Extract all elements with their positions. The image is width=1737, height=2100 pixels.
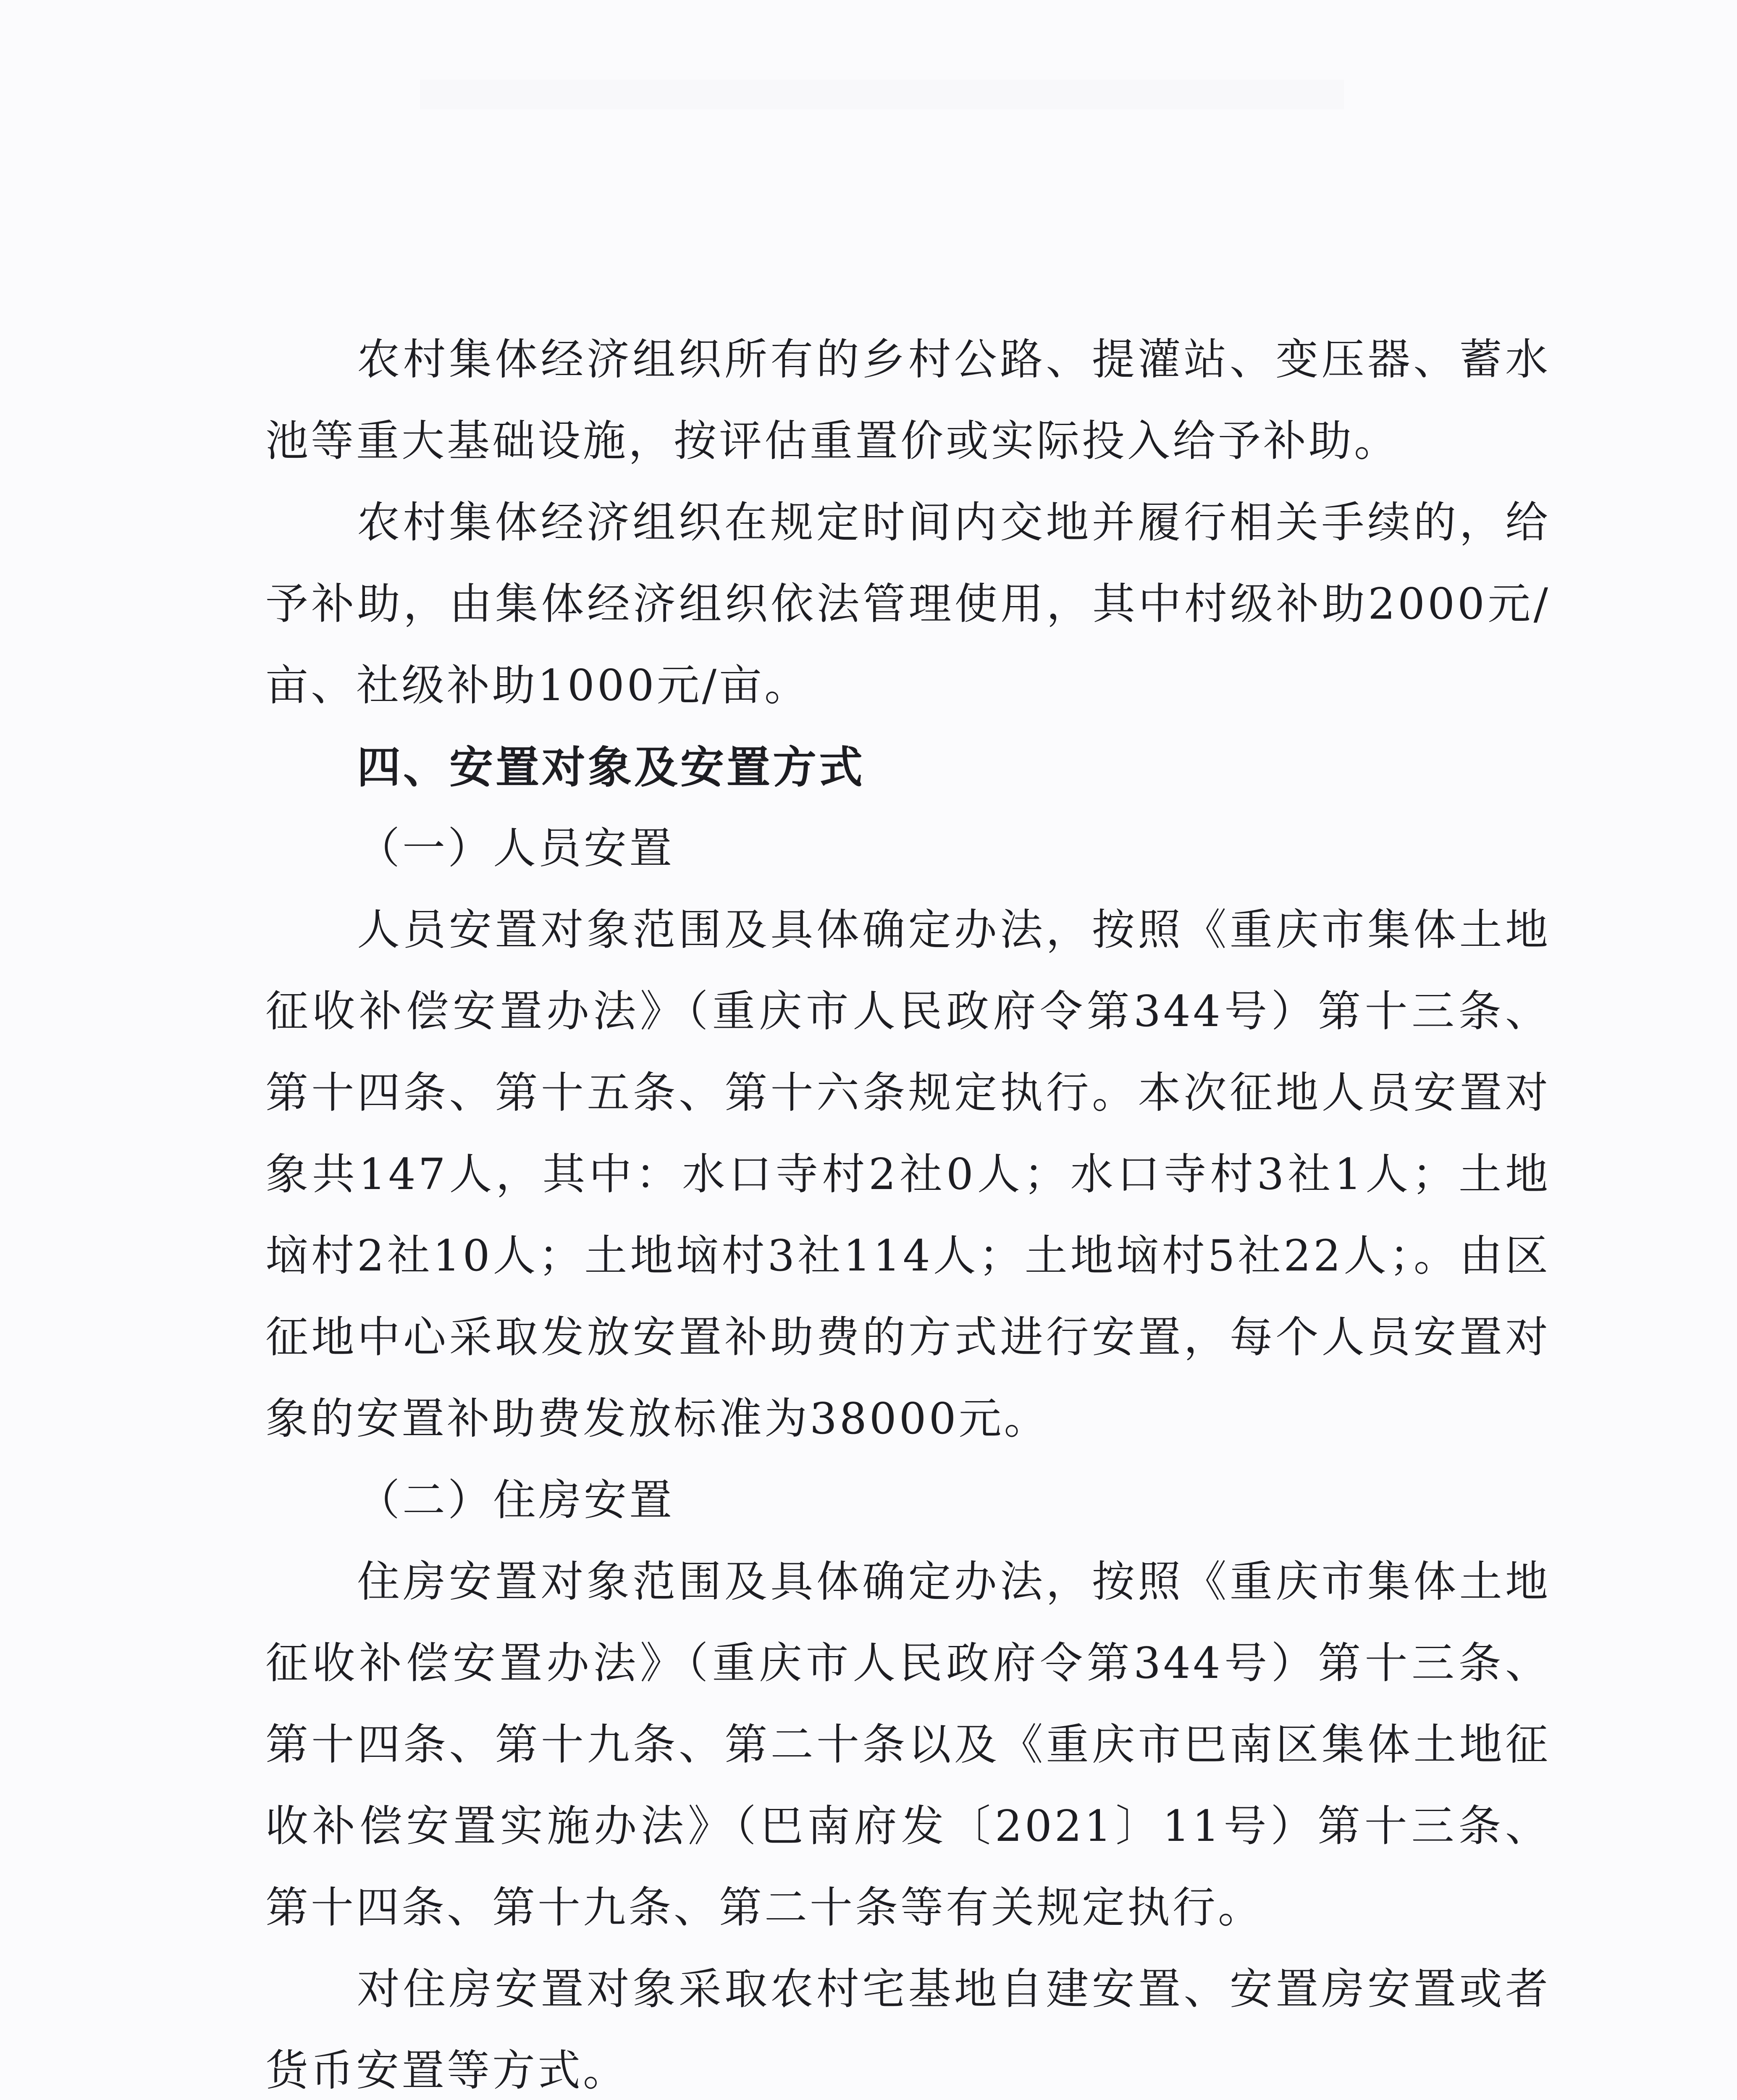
paragraph-housing-methods: 对住房安置对象采取农村宅基地自建安置、安置房安置或者货币安置等方式。 [265, 1964, 1551, 2096]
paragraph-infrastructure-subsidy: 农村集体经济组织所有的乡村公路、提灌站、变压器、蓄水池等重大基础设施，按评估重置价或实际投入给予补助。 [265, 335, 1551, 466]
document-body [265, 319, 1551, 2100]
paragraph-housing-resettlement: 住房安置对象范围及具体确定办法，按照《重庆市集体土地征收补偿安置办法》（重庆市人民政府令第344号）第十三条、第十四条、第十九条、第二十条以及《重庆市巴南区集体土地征收补偿安置实施办法》（巴南府发〔2021〕11号）第十三条、第十四条、第十九条、第二十条等有关规定执行。 [265, 1557, 1551, 1933]
paragraph-collective-subsidy: 农村集体经济组织在规定时间内交地并履行相关手续的，给予补助，由集体经济组织依法管理使用，其中村级补助2000元/亩、社级补助1000元/亩。 [265, 498, 1551, 711]
section-heading: 四、安置对象及安置方式 [357, 742, 866, 793]
paragraph-personnel-resettlement: 人员安置对象范围及具体确定办法，按照《重庆市集体土地征收补偿安置办法》（重庆市人民政府令第344号）第十三条、第十四条、第十五条、第十六条规定执行。本次征地人员安置对象共147人，其中：水口寺村2社0人；水口寺村3社1人；土地垴村2社10人；土地垴村3社114人；土地垴村5社22人；。由区征地中心采取发放安置补助费的方式进行安置，每个人员安置对象的安置补助费发放标准为38000元。 [265, 905, 1551, 1444]
subsection-heading-housing: （二）住房安置 [357, 1475, 674, 1525]
subsection-heading-personnel: （一）人员安置 [357, 824, 674, 874]
scan-artifact [420, 80, 1344, 109]
